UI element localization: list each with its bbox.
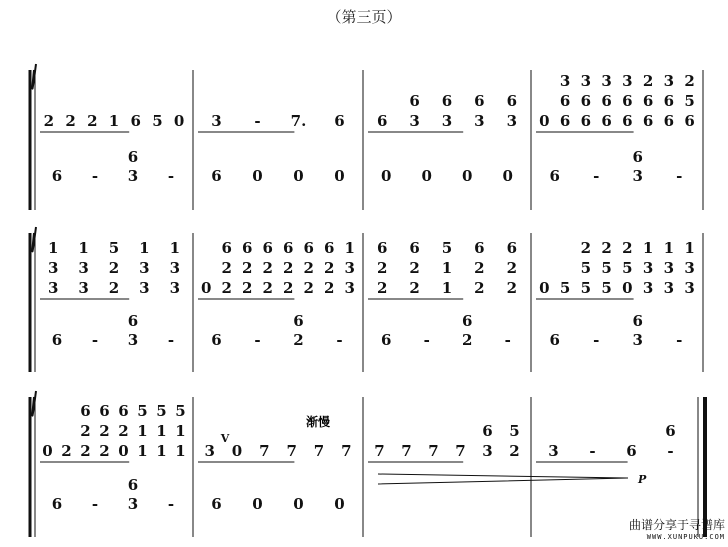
bass-note: 0 [293, 495, 304, 513]
melody-note: 6 [130, 112, 141, 130]
melody-note: 7 [313, 442, 325, 460]
harmony-note: 5 [175, 402, 186, 420]
melody-note: 2 [99, 442, 110, 460]
harmony-note: 2 [506, 259, 518, 277]
bass-note: 3 [127, 331, 139, 349]
bass-upper-note: 6 [293, 312, 304, 330]
harmony-note: 2 [376, 259, 388, 277]
harmony-note: 6 [118, 402, 129, 420]
melody-note: 3 [441, 112, 453, 130]
melody-note: 1 [156, 442, 167, 460]
harmony-note: 6 [663, 92, 675, 110]
melody-note: 0 [201, 279, 212, 297]
bass-note: 3 [632, 167, 643, 185]
melody-note: 2 [221, 279, 232, 297]
harmony-note: 5 [156, 402, 167, 420]
melody-note: 3 [204, 442, 215, 460]
harmony-note: 2 [324, 259, 335, 277]
bass-note: 6 [211, 167, 222, 185]
bass-upper-note: 6 [127, 476, 139, 494]
harmony-note: 5 [441, 239, 453, 257]
harmony-note: 6 [409, 239, 420, 257]
watermark-text: 曲谱分享于寻谱库 [628, 518, 725, 532]
harmony-note: 5 [684, 92, 695, 110]
melody-note: 2 [509, 442, 520, 460]
bass-note: - [167, 167, 175, 185]
bass-note: - [254, 331, 261, 349]
melody-note: 1 [175, 442, 186, 460]
melody-note: 7 [374, 442, 385, 460]
harmony-note: 3 [559, 72, 571, 90]
melody-note: 6 [559, 112, 571, 130]
dynamic-marking: P [638, 473, 647, 486]
harmony-note: 6 [376, 239, 388, 257]
harmony-note: 2 [99, 422, 110, 440]
harmony-note: 1 [156, 422, 167, 440]
melody-note: 7 [401, 442, 412, 460]
melody-note: 3 [663, 279, 675, 297]
melody-note: 2 [61, 442, 72, 460]
bass-note: 0 [421, 167, 432, 185]
melody-note: 3 [506, 112, 518, 130]
harmony-note: 3 [601, 72, 612, 90]
harmony-note: 5 [622, 259, 633, 277]
harmony-note: 2 [601, 239, 612, 257]
bass-note: - [91, 331, 99, 349]
page-label: （第三页） [326, 8, 402, 26]
harmony-note: 1 [139, 239, 150, 257]
harmony-note: 3 [642, 259, 654, 277]
melody-note: 3 [139, 279, 150, 297]
harmony-note: 6 [474, 92, 485, 110]
bass-note: - [91, 495, 99, 513]
harmony-note: 3 [344, 259, 355, 277]
harmony-note: 2 [262, 259, 273, 277]
melody-note: 2 [409, 279, 420, 297]
melody-note: 2 [324, 279, 335, 297]
harmony-note: 6 [601, 92, 612, 110]
bass-note: 6 [51, 495, 63, 513]
harmony-note: 6 [80, 402, 91, 420]
melody-note: 1 [108, 112, 120, 130]
bass-upper-note: 6 [632, 312, 643, 330]
melody-note: 6 [580, 112, 592, 130]
bass-note: - [91, 167, 99, 185]
melody-note: 6 [642, 112, 654, 130]
harmony-note: 6 [441, 92, 453, 110]
bass-note: - [504, 331, 511, 349]
melody-note: 7 [455, 442, 466, 460]
melody-note: 2 [80, 442, 91, 460]
harmony-note: 2 [221, 259, 232, 277]
bass-note: - [167, 331, 175, 349]
harmony-note: 6 [580, 92, 592, 110]
melody-note: 7 [286, 442, 297, 460]
harmony-note: 3 [622, 72, 633, 90]
bass-note: 0 [502, 167, 513, 185]
bass-note: 0 [462, 167, 473, 185]
watermark [560, 516, 725, 541]
bass-note: - [336, 331, 343, 349]
melody-note: - [667, 442, 674, 460]
harmony-note: 5 [137, 402, 148, 420]
melody-note: 0 [42, 442, 53, 460]
bass-note: 6 [549, 331, 560, 349]
melody-note: 5 [580, 279, 592, 297]
bass-note: 6 [51, 331, 63, 349]
bass-note: 0 [252, 495, 263, 513]
melody-note: 2 [262, 279, 273, 297]
bass-note: 0 [334, 167, 345, 185]
harmony-note: 2 [108, 259, 120, 277]
harmony-note: 6 [283, 239, 294, 257]
melody-note: 2 [303, 279, 314, 297]
bass-note: 0 [381, 167, 392, 185]
harmony-note: 3 [78, 259, 89, 277]
harmony-note: 5 [108, 239, 120, 257]
harmony-note: 6 [242, 239, 253, 257]
melody-note: 7 [428, 442, 439, 460]
melody-note: 2 [376, 279, 388, 297]
harmony-note: 5 [580, 259, 592, 277]
harmony-note: 2 [303, 259, 314, 277]
harmony-note: 2 [474, 259, 485, 277]
melody-note: 3 [548, 442, 559, 460]
harmony-note: 1 [663, 239, 675, 257]
melody-note: 6 [663, 112, 675, 130]
tempo-marking: 渐慢 [305, 415, 331, 429]
melody-note: 0 [622, 279, 633, 297]
bass-note: - [676, 167, 683, 185]
bass-note: 2 [293, 331, 304, 349]
melody-note: 1 [137, 442, 148, 460]
harmony-note: 3 [47, 259, 59, 277]
harmony-note: 2 [409, 259, 420, 277]
harmony-note: 6 [642, 92, 654, 110]
melody-note: 0 [539, 279, 550, 297]
harmony-note: 5 [601, 259, 612, 277]
harmony-note: 6 [262, 239, 273, 257]
bass-note: 2 [462, 331, 473, 349]
melody-note: - [589, 442, 596, 460]
melody-note: 6 [626, 442, 637, 460]
melody-note: 6 [601, 112, 612, 130]
melody-note: 3 [344, 279, 355, 297]
bass-note: 6 [211, 331, 222, 349]
bass-note: 6 [51, 167, 63, 185]
bass-note: 3 [127, 495, 139, 513]
bass-note: 3 [632, 331, 643, 349]
bass-note: 6 [549, 167, 560, 185]
melody-note: - [254, 112, 261, 130]
bass-upper-note: 6 [127, 148, 139, 166]
harmony-note: 1 [441, 259, 453, 277]
bass-note: - [593, 331, 600, 349]
harmony-note: 1 [137, 422, 148, 440]
harmony-note: 2 [80, 422, 91, 440]
bass-note: 6 [381, 331, 392, 349]
harmony-note: 6 [409, 92, 420, 110]
melody-note: 3 [642, 279, 654, 297]
bass-note: 0 [293, 167, 304, 185]
breath-mark: V [220, 432, 230, 445]
harmony-note: 2 [580, 239, 592, 257]
melody-note: 3 [211, 112, 222, 130]
harmony-note: 6 [506, 92, 518, 110]
harmony-note: 6 [559, 92, 571, 110]
harmony-note: 6 [474, 239, 485, 257]
melody-note: 5 [152, 112, 163, 130]
harmony-note: 3 [139, 259, 150, 277]
harmony-note: 1 [175, 422, 186, 440]
bass-note: 0 [334, 495, 345, 513]
decrescendo-hairpin [378, 474, 628, 484]
harmony-note: 1 [78, 239, 89, 257]
melody-note: 6 [376, 112, 388, 130]
harmony-note: 6 [324, 239, 335, 257]
harmony-note: 1 [169, 239, 181, 257]
melody-note: 2 [65, 112, 76, 130]
harmony-note: 1 [642, 239, 654, 257]
harmony-note: 6 [303, 239, 314, 257]
melody-note: 3 [169, 279, 181, 297]
melody-note: 2 [242, 279, 253, 297]
melody-note: 3 [409, 112, 420, 130]
melody-note: 2 [87, 112, 98, 130]
harmony-note: 6 [99, 402, 110, 420]
melody-note: 7. [290, 112, 307, 130]
harmony-note: 3 [169, 259, 181, 277]
harmony-note: 6 [221, 239, 232, 257]
melody-note: 3 [474, 112, 485, 130]
melody-note: 2 [474, 279, 485, 297]
bass-note: - [593, 167, 600, 185]
melody-note: 0 [118, 442, 129, 460]
bass-upper-note: 6 [462, 312, 473, 330]
harmony-note: 3 [684, 259, 695, 277]
melody-note: 3 [482, 442, 493, 460]
melody-note: 6 [622, 112, 633, 130]
melody-note: 2 [108, 279, 120, 297]
harmony-note: 2 [684, 72, 695, 90]
melody-note: 2 [283, 279, 294, 297]
harmony-note: 2 [242, 259, 253, 277]
melody-note: 1 [441, 279, 453, 297]
harmony-note: 2 [118, 422, 129, 440]
melody-note: 3 [47, 279, 59, 297]
bass-note: 6 [211, 495, 222, 513]
harmony-note: 6 [622, 92, 633, 110]
melody-note: 6 [334, 112, 345, 130]
melody-note: 0 [539, 112, 550, 130]
harmony-note: 2 [283, 259, 294, 277]
melody-note: 3 [684, 279, 695, 297]
bass-note: - [423, 331, 430, 349]
harmony-note: 3 [580, 72, 592, 90]
harmony-note: 6 [506, 239, 518, 257]
harmony-note: 3 [663, 259, 675, 277]
melody-note: 6 [684, 112, 695, 130]
bass-note: 0 [252, 167, 263, 185]
watermark-url: WWW.XUNPUKU.COM [646, 533, 725, 541]
bass-note: - [676, 331, 683, 349]
melody-note: 0 [173, 112, 185, 130]
harmony-note: 6 [482, 422, 493, 440]
harmony-note: 6 [665, 422, 676, 440]
bass-note: - [167, 495, 175, 513]
harmony-note: 1 [344, 239, 355, 257]
melody-note: 0 [231, 442, 243, 460]
melody-note: 5 [559, 279, 571, 297]
bass-upper-note: 6 [127, 312, 139, 330]
melody-note: 2 [506, 279, 518, 297]
melody-note: 7 [259, 442, 270, 460]
harmony-note: 1 [47, 239, 59, 257]
bass-note: 3 [127, 167, 139, 185]
melody-note: 3 [78, 279, 89, 297]
harmony-note: 2 [622, 239, 633, 257]
melody-note: 7 [341, 442, 352, 460]
melody-note: 2 [43, 112, 55, 130]
melody-note: 5 [601, 279, 612, 297]
harmony-note: 3 [663, 72, 675, 90]
harmony-note: 5 [509, 422, 520, 440]
harmony-note: 2 [642, 72, 654, 90]
harmony-note: 1 [684, 239, 695, 257]
bass-upper-note: 6 [632, 148, 643, 166]
